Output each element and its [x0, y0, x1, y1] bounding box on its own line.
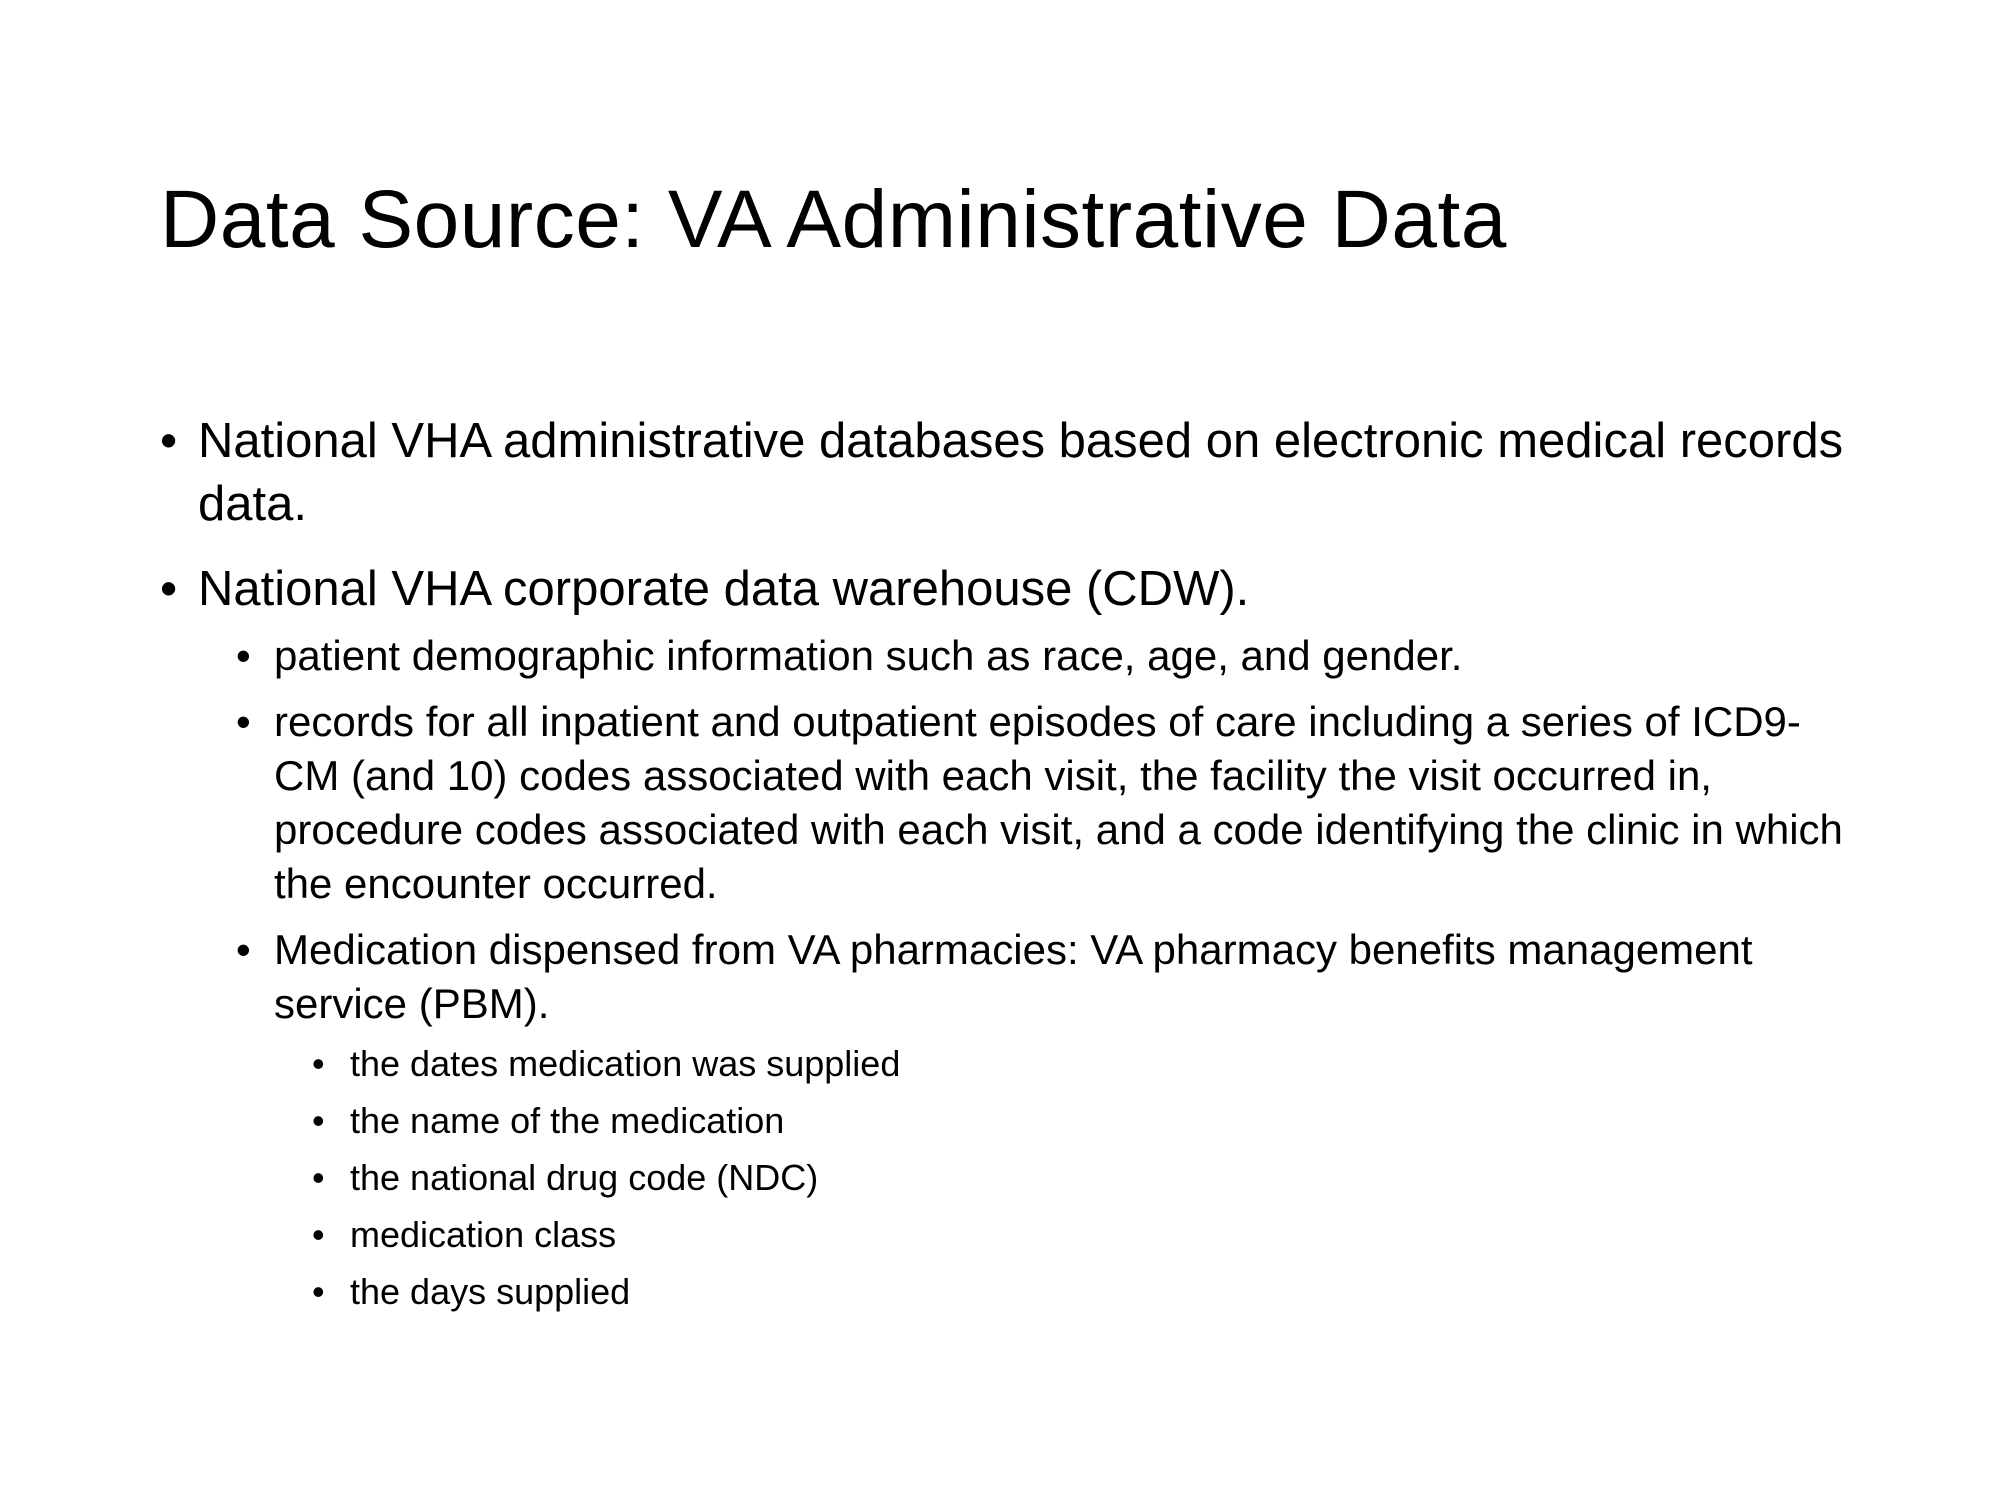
bullet-icon: •	[312, 1043, 325, 1084]
bullet-icon: •	[312, 1271, 325, 1312]
sub-sub-bullet-text: medication class	[350, 1214, 617, 1255]
sub-bullet-text: Medication dispensed from VA pharmacies: VA pharmacy benefits management service (PBM).	[274, 926, 1753, 1027]
bullet-text: National VHA corporate data warehouse (CDW).	[198, 562, 1250, 616]
sub-bullet-list	[198, 629, 1860, 1315]
bullet-icon: •	[312, 1100, 325, 1141]
bullet-icon: •	[236, 698, 251, 745]
bullet-icon: •	[236, 632, 251, 679]
sub-bullet-item	[236, 923, 1860, 1315]
bullet-icon: •	[312, 1214, 325, 1255]
sub-bullet-text: patient demographic information such as race, age, and gender.	[274, 632, 1463, 679]
bullet-list	[160, 410, 1860, 1337]
sub-sub-bullet-item	[312, 1212, 1860, 1258]
bullet-text: National VHA administrative databases based on electronic medical records data.	[198, 414, 1844, 531]
sub-sub-bullet-text: the days supplied	[350, 1271, 631, 1312]
sub-bullet-item	[236, 695, 1860, 911]
sub-sub-bullet-text: the name of the medication	[350, 1100, 785, 1141]
sub-sub-bullet-list	[274, 1041, 1860, 1315]
sub-sub-bullet-item	[312, 1041, 1860, 1087]
bullet-item	[160, 558, 1860, 1315]
sub-bullet-text: records for all inpatient and outpatient episodes of care including a series of ICD9-CM (and 10) codes associated with each visit, the facility the visit occurred in, procedure codes associated with each visit, and a code identifying the clinic in which the encounter occurred.	[274, 698, 1843, 907]
slide-title: Data Source: VA Administrative Data	[160, 174, 1507, 265]
bullet-icon: •	[312, 1157, 325, 1198]
sub-sub-bullet-text: the national drug code (NDC)	[350, 1157, 819, 1198]
sub-bullet-item	[236, 629, 1860, 683]
bullet-icon: •	[236, 926, 251, 973]
bullet-icon: •	[160, 414, 178, 468]
sub-sub-bullet-text: the dates medication was supplied	[350, 1043, 901, 1084]
bullet-icon: •	[160, 562, 178, 616]
sub-sub-bullet-item	[312, 1098, 1860, 1144]
bullet-item	[160, 410, 1860, 536]
sub-sub-bullet-item	[312, 1269, 1860, 1315]
sub-sub-bullet-item	[312, 1155, 1860, 1201]
